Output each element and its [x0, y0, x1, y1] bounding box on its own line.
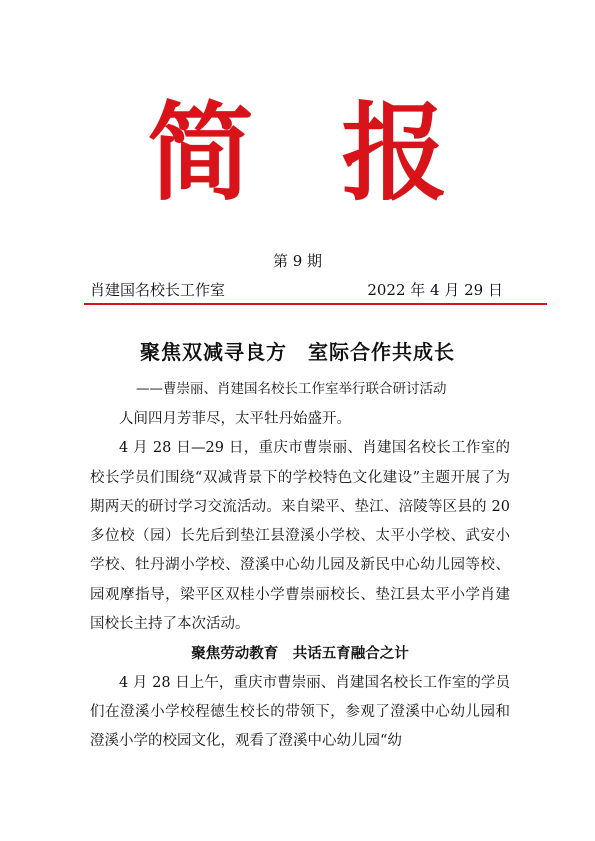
- masthead: [0, 88, 595, 218]
- article-body: [90, 405, 510, 757]
- publish-date: 2022 年 4 月 29 日: [367, 281, 503, 299]
- issue-number: 第 9 期: [272, 252, 323, 270]
- section-heading: 聚焦劳动教育 共话五育融合之计: [191, 645, 409, 663]
- article-subtitle: ——曹崇丽、肖建国名校长工作室举行联合研讨活动: [136, 381, 447, 397]
- masthead-char-1: 简: [147, 90, 254, 215]
- paragraph: 4 月 28 日—29 日，重庆市曹崇丽、肖建国名校长工作室的校长学员们围绕“双减背景下的学校特色文化建设”主题开展了为期两天的研讨学习交流活动。来自梁平、垫江、涪陵等区县的 20 多位校（园）长先后到垫江县澄溪小学校、太平小学校、武安小学校、牡丹湖小学校、澄溪中心幼儿园及新民中心幼儿园等校、园观摩指导，梁平区双桂小学曹崇丽校长、垫江县太平小学肖建国校长主持了本次活动。: [90, 440, 510, 633]
- paragraph: 4 月 28 日上午，重庆市曹崇丽、肖建国名校长工作室的学员们在澄溪小学校程德生校长的带领下，参观了澄溪中心幼儿园和澄溪小学的校园文化，观看了澄溪中心幼儿园“幼: [90, 674, 510, 750]
- article-title: 聚焦双减寻良方 室际合作共成长: [140, 340, 455, 364]
- header-meta: [90, 279, 503, 300]
- red-divider: [84, 303, 547, 305]
- masthead-char-2: 报: [341, 90, 448, 215]
- office-name: 肖建国名校长工作室: [90, 281, 226, 299]
- paragraph: 人间四月芳菲尽，太平牡丹始盛开。: [119, 411, 351, 427]
